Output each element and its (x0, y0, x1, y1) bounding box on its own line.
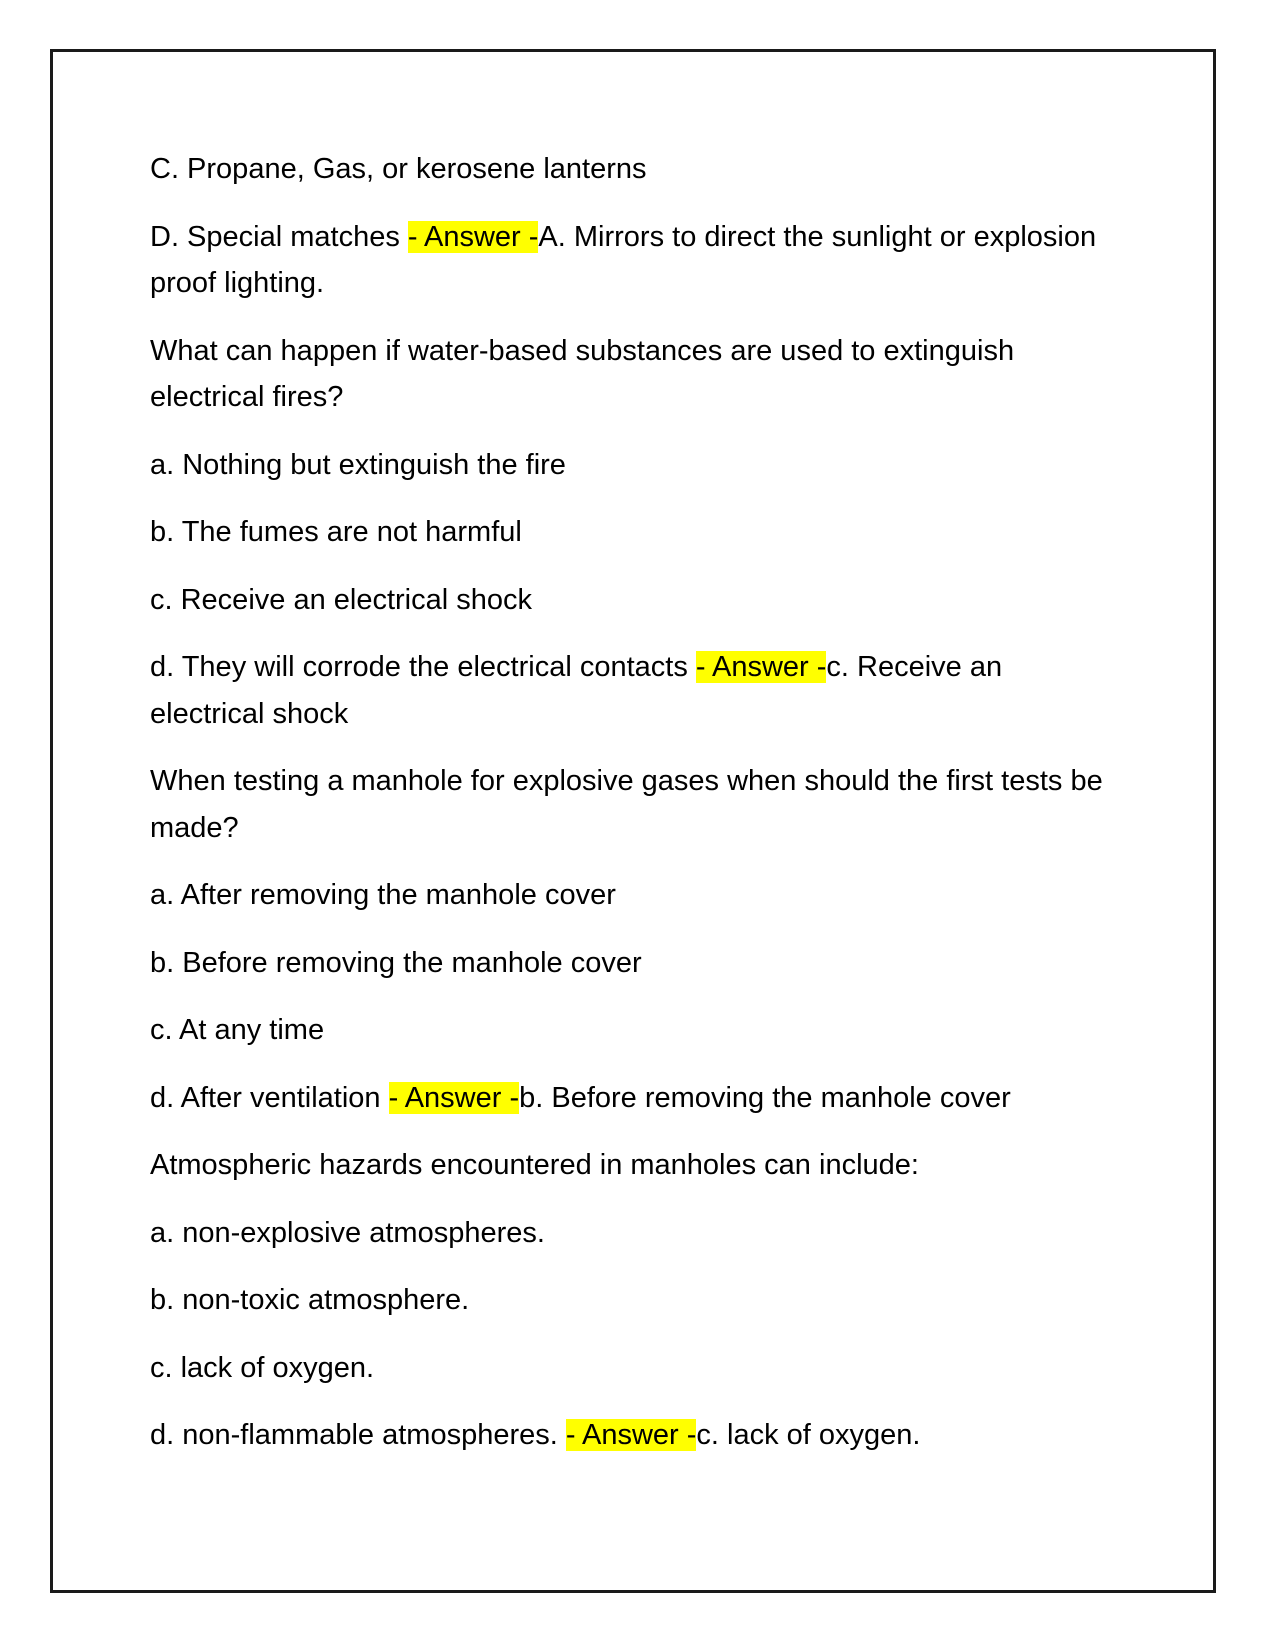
answer-highlight: - Answer - (695, 651, 827, 683)
option-a: a. non-explosive atmospheres. (150, 1216, 545, 1249)
answer-highlight: - Answer - (565, 1419, 697, 1451)
document-content (150, 146, 1120, 1480)
option-c: c. lack of oxygen. (150, 1351, 375, 1384)
option-b: b. The fumes are not harmful (150, 516, 522, 548)
answer-highlight: - Answer - (388, 1081, 520, 1114)
option-d-with-answer: d. After ventilation - Answer -b. Before removing the manhole cover (150, 1081, 1011, 1114)
option-d-with-answer: d. non-flammable atmospheres. - Answer -c. lack of oxygen. (150, 1419, 921, 1451)
option-d-special-matches: D. Special matches - Answer -A. Mirrors to direct the sunlight or explosion proof lighting. (150, 220, 1097, 299)
question-manhole-testing: When testing a manhole for explosive gases when should the first tests be made? (150, 765, 1103, 844)
option-c: c. Receive an electrical shock (150, 583, 532, 616)
answer-highlight: - Answer - (407, 220, 539, 253)
option-c-propane: C. Propane, Gas, or kerosene lanterns (150, 153, 647, 185)
option-b: b. Before removing the manhole cover (150, 946, 642, 979)
option-a: a. After removing the manhole cover (150, 879, 616, 911)
option-c: c. At any time (150, 1014, 325, 1046)
question-atmospheric-hazards: Atmospheric hazards encountered in manholes can include: (150, 1149, 919, 1181)
option-a: a. Nothing but extinguish the fire (150, 448, 566, 481)
question-water-based-substances: What can happen if water-based substances are used to extinguish electrical fires? (150, 334, 1015, 413)
option-d-with-answer: d. They will corrode the electrical contacts - Answer -c. Receive an electrical shock (150, 651, 1003, 730)
option-b: b. non-toxic atmosphere. (150, 1284, 470, 1316)
